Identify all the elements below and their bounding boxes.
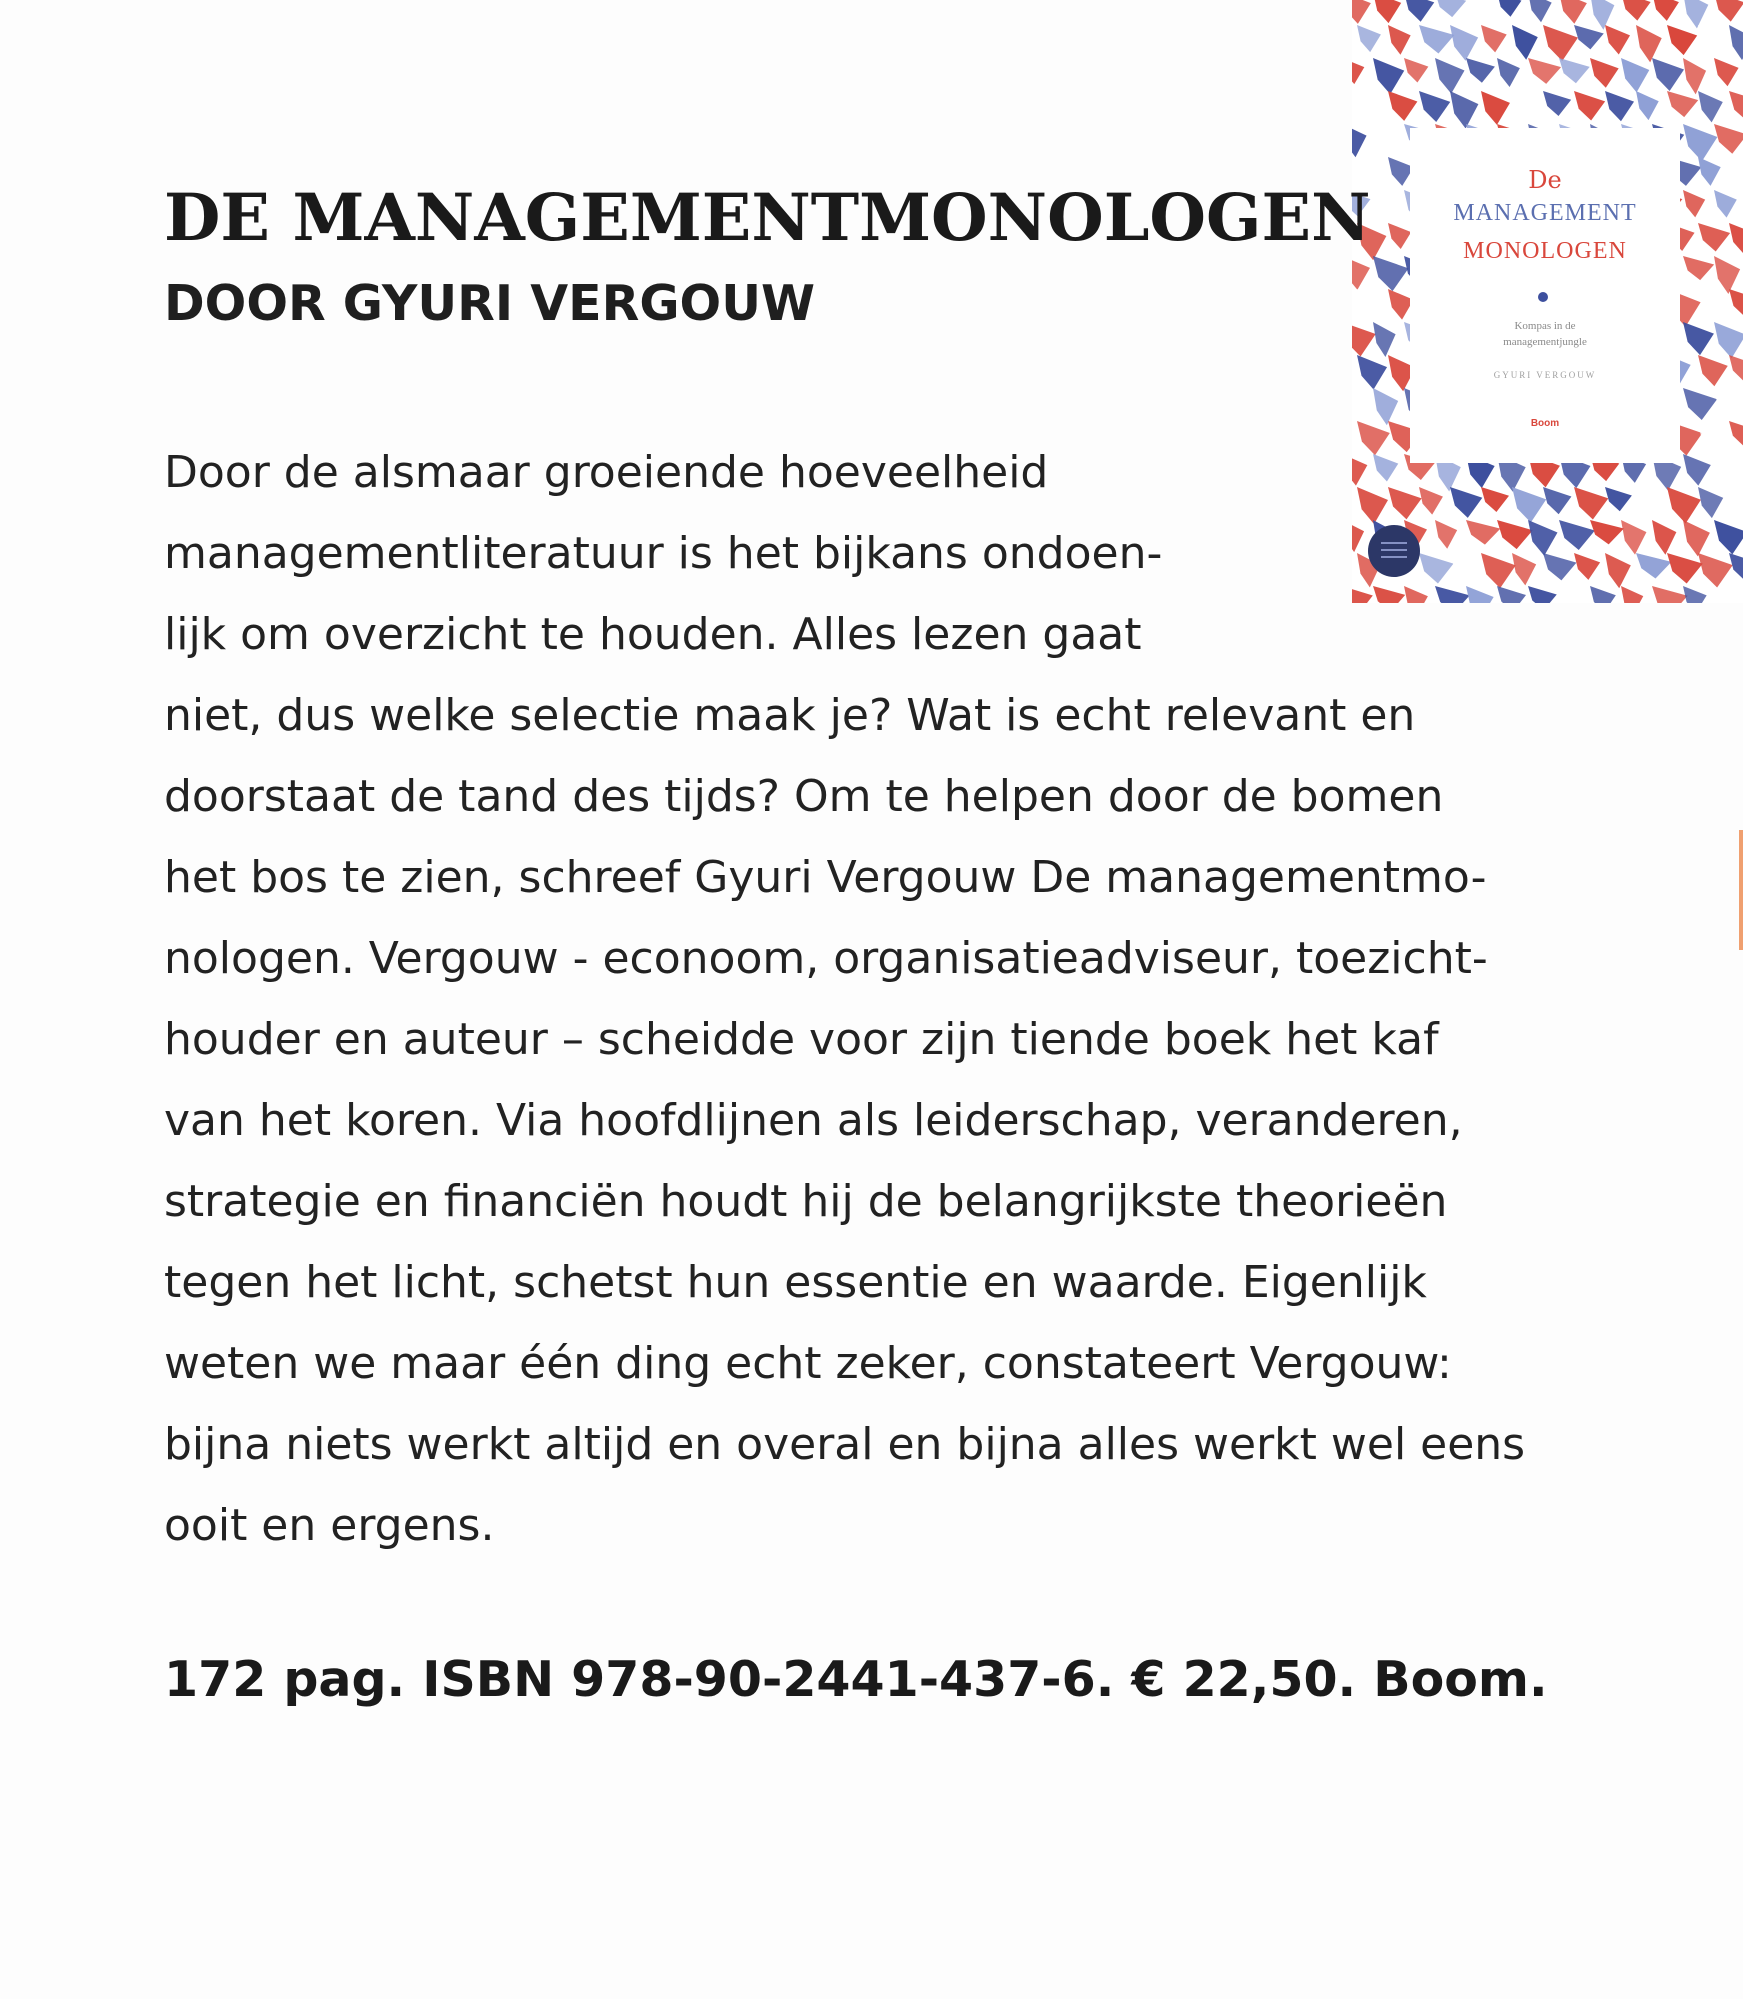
- article-body: [164, 432, 1664, 1566]
- article-title: DE MANAGEMENTMONOLOGEN: [164, 180, 1371, 256]
- cover-title-line1: MANAGEMENT: [1453, 200, 1637, 226]
- body-line: ooit en ergens.: [164, 1500, 495, 1551]
- body-line: weten we maar één ding echt zeker, constateert Vergouw:: [164, 1338, 1452, 1389]
- cover-title-line2: MONOLOGEN: [1463, 238, 1627, 264]
- body-line: strategie en financiën houdt hij de belangrijkste theorieën: [164, 1176, 1448, 1227]
- body-line: het bos te zien, schreef Gyuri Vergouw De managementmo-: [164, 852, 1487, 903]
- body-line: doorstaat de tand des tijds? Om te helpen door de bomen: [164, 771, 1444, 822]
- article-byline: DOOR GYURI VERGOUW: [164, 275, 816, 332]
- body-line: van het koren. Via hoofdlijnen als leiderschap, veranderen,: [164, 1095, 1463, 1146]
- body-line: nologen. Vergouw - econoom, organisatieadviseur, toezicht-: [164, 933, 1488, 984]
- body-line: tegen het licht, schetst hun essentie en waarde. Eigenlijk: [164, 1257, 1427, 1308]
- cover-title-de: De: [1528, 166, 1562, 194]
- cover-author: GYURI VERGOUW: [1493, 370, 1597, 380]
- cover-subtitle-line2: managementjungle: [1503, 336, 1587, 348]
- cover-publisher-logo: Boom: [1530, 418, 1560, 429]
- cover-subtitle-line1: Kompas in de: [1514, 320, 1576, 332]
- body-line: bijna niets werkt altijd en overal en bijna alles werkt wel eens: [164, 1419, 1526, 1470]
- cover-ornament-icon: [1538, 292, 1548, 302]
- body-line: managementliteratuur is het bijkans ondoen-: [164, 528, 1163, 579]
- body-line: houder en auteur – scheidde voor zijn tiende boek het kaf: [164, 1014, 1439, 1065]
- body-line: lijk om overzicht te houden. Alles lezen gaat: [164, 609, 1142, 660]
- page-edge-marker: [1739, 830, 1743, 950]
- cover-title-panel: [1410, 128, 1680, 463]
- book-info: 172 pag. ISBN 978-90-2441-437-6. € 22,50. Boom.: [164, 1651, 1548, 1708]
- body-line: niet, dus welke selectie maak je? Wat is echt relevant en: [164, 690, 1416, 741]
- cover-subtitle: [1410, 318, 1680, 350]
- body-line: Door de alsmaar groeiende hoeveelheid: [164, 447, 1049, 498]
